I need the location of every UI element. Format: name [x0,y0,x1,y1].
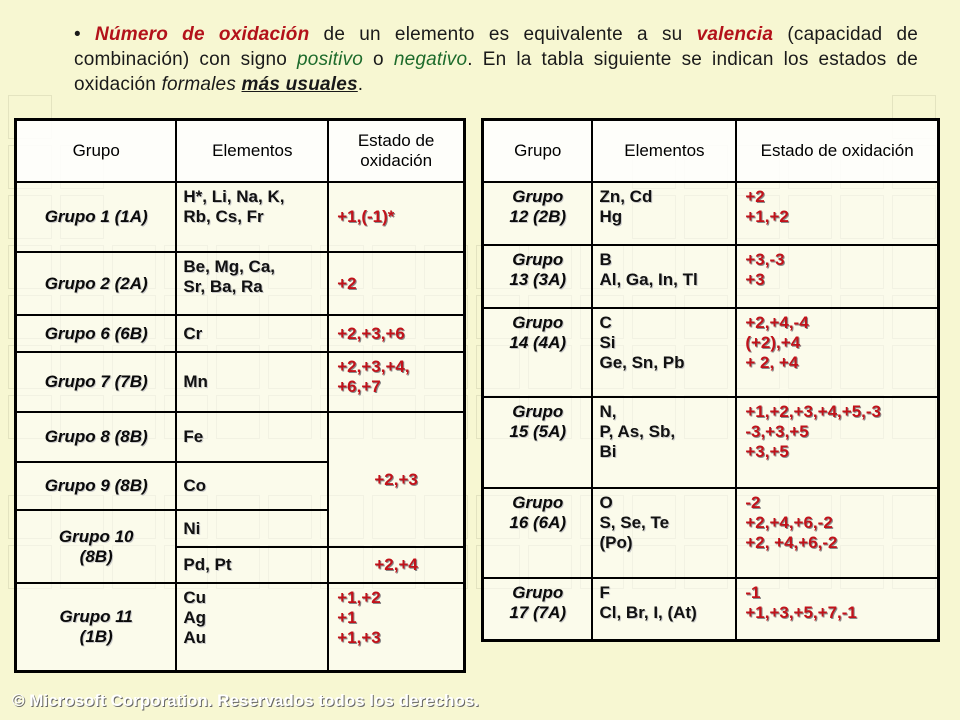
state-line: +1,+2 [745,207,789,226]
elements-cell [592,245,736,308]
state-cell [736,308,938,397]
element-line: C [599,313,612,332]
element-line: H*, Li, Na, K, [183,187,285,206]
group-line: 12 (2B) [509,207,567,226]
group-cell [483,578,593,640]
table-row [16,583,465,671]
term-negativo: negativo [393,49,468,70]
group-line: Grupo [512,493,564,512]
elements-cell [176,547,328,583]
group-cell [16,510,177,583]
element-line: F [599,583,610,602]
state-cell [736,578,938,640]
element-line: Si [599,333,616,352]
element-line: Hg [599,207,623,226]
element-line: Ag [183,608,207,627]
group-line: 13 (3A) [509,270,567,289]
elements-cell [176,352,328,412]
intro-text: . [357,74,364,95]
state-cell [736,488,938,578]
table-row [16,252,465,315]
table-row [483,488,939,578]
state-cell [328,182,464,252]
state-line: +3 [745,270,765,289]
group-cell: Grupo 2 (2A) [16,252,177,315]
elements-cell [176,510,328,547]
group-line: 14 (4A) [509,333,567,352]
header-state: Estado de oxidación [736,120,938,183]
term-valencia: valencia [696,24,774,45]
state-line: +3,+5 [745,442,789,461]
table-row [483,245,939,308]
group-cell [16,583,177,671]
copyright-text: © Microsoft Corporation. Reservados todos los derechos. [12,691,479,710]
oxidation-table-left [14,118,466,673]
element-line: Co [183,476,207,495]
table-row [16,315,465,352]
group-line: Grupo [512,583,564,602]
term-formales: formales [161,74,237,95]
state-line: +2,+4,-4 [745,313,809,332]
group-label: Grupo 10 (8B) [58,526,134,566]
group-cell: Grupo 9 (8B) [16,462,177,510]
element-line: Zn, Cd [599,187,653,206]
group-line: Grupo [512,187,564,206]
element-line: O [599,493,613,512]
header-state: Estado de oxidación [328,120,464,183]
state-line: +2,+3,+4, [337,357,410,376]
intro-text: (capacidad de combinación) con signo [74,24,918,70]
element-line: Au [183,628,207,647]
state-line: (+2),+4 [745,333,801,352]
intro-text: . En la tabla siguiente se indican los estados de oxidación [74,49,918,95]
state-line: + 2, +4 [745,353,799,372]
state-line: +1,(-1)* [337,207,395,226]
group-cell [483,245,593,308]
group-line: Grupo [512,402,564,421]
elements-cell [592,308,736,397]
state-cell [328,315,464,352]
oxidation-table-right [481,118,940,642]
intro-paragraph [74,22,918,97]
header-group: Grupo [483,120,593,183]
group-cell: Grupo 7 (7B) [16,352,177,412]
table-row [16,412,465,462]
table-row [483,308,939,397]
element-line: Ni [183,518,201,538]
term-oxidation-number: Número de oxidación [95,24,310,45]
element-line: Cr [183,323,203,343]
element-line: Fe [183,427,204,446]
header-elements: Elementos [592,120,736,183]
state-cell [328,583,464,671]
group-cell: Grupo 6 (6B) [16,315,177,352]
element-line: B [599,250,612,269]
table-row [483,182,939,245]
group-line: 16 (6A) [509,513,567,532]
elements-cell [176,462,328,510]
element-line: Be, Mg, Ca, [183,257,275,276]
element-line: P, As, Sb, [599,422,676,441]
element-line: Mn [183,372,208,391]
state-cell [736,245,938,308]
term-positivo: positivo [297,49,364,70]
element-line: (Po) [599,533,633,552]
table-row [16,352,465,412]
state-line: -1 [745,583,761,602]
elements-cell [592,397,736,488]
state-cell [736,397,938,488]
table-row [16,182,465,252]
group-cell: Grupo 8 (8B) [16,412,177,462]
group-cell: Grupo 1 (1A) [16,182,177,252]
state-line: +2,+4,+6,-2 [745,513,833,532]
state-line: +3,-3 [745,250,785,269]
state-line: +1,+2 [337,588,381,607]
state-line: +2, +4,+6,-2 [745,533,838,552]
elements-cell [176,412,328,462]
state-line: +2 [745,187,765,206]
element-line: Pd, Pt [183,555,232,574]
state-cell [328,547,464,583]
state-line: -3,+3,+5 [745,422,809,441]
element-line: Cl, Br, I, (At) [599,603,697,622]
state-cell [736,182,938,245]
state-line: +2,+4 [374,555,418,574]
group-line: Grupo [512,250,564,269]
header-group: Grupo [16,120,177,183]
group-line: 17 (7A) [509,603,567,622]
header-elements: Elementos [176,120,328,183]
table-header-row [16,120,465,183]
state-line: -2 [745,493,761,512]
table-header-row [483,120,939,183]
elements-cell [592,182,736,245]
state-line: +6,+7 [337,377,381,396]
group-line: Grupo [512,313,564,332]
group-cell [483,488,593,578]
state-cell [328,252,464,315]
element-line: Bi [599,442,617,461]
term-mas-usuales: más usuales [241,74,358,95]
state-line: +2 [337,273,357,293]
elements-cell [176,182,328,252]
state-line: +1 [337,608,357,627]
elements-cell [176,583,328,671]
element-line: Rb, Cs, Fr [183,207,264,226]
group-cell [483,182,593,245]
element-line: S, Se, Te [599,513,670,532]
table-row [483,397,939,488]
elements-cell [592,578,736,640]
intro-text: de un elemento es equivalente a su [309,24,697,45]
state-line: +1,+3 [337,628,381,647]
bullet: • [74,24,81,45]
state-cell [328,352,464,412]
group-cell [483,308,593,397]
elements-cell [176,315,328,352]
element-line: Ge, Sn, Pb [599,353,685,372]
state-line: +2,+3,+6 [337,323,405,343]
state-line: +1,+3,+5,+7,-1 [745,603,857,622]
element-line: Cu [183,588,207,607]
state-line: +1,+2,+3,+4,+5,-3 [745,402,881,421]
elements-cell [176,252,328,315]
group-label: Grupo 11 (1B) [59,606,133,646]
element-line: Al, Ga, In, Tl [599,270,698,289]
footer [0,683,960,720]
element-line: Sr, Ba, Ra [183,277,263,296]
elements-cell [592,488,736,578]
state-line: +2,+3 [374,469,418,489]
intro-text: o [363,49,394,70]
state-cell-merged [328,412,464,547]
group-cell [483,397,593,488]
element-line: N, [599,402,617,421]
table-row [483,578,939,640]
group-line: 15 (5A) [509,422,567,441]
